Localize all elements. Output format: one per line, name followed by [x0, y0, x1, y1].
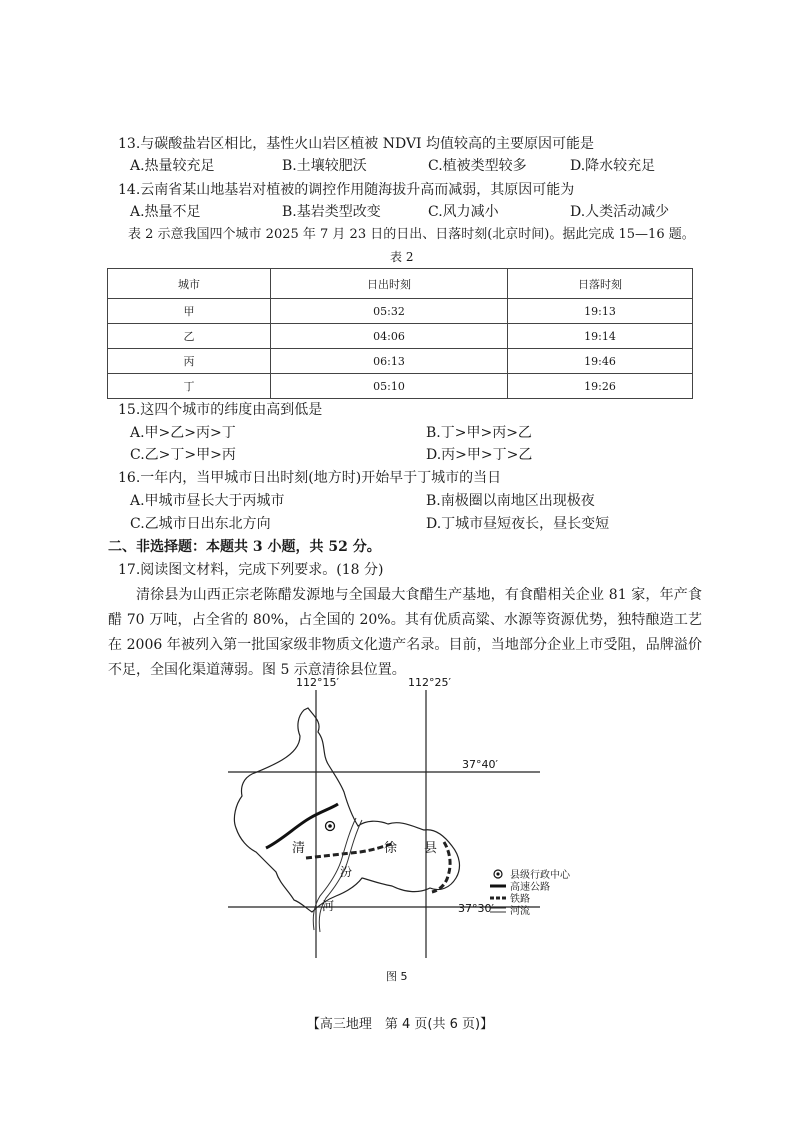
cell-sunrise: 05:32 — [271, 299, 508, 324]
q16-option-d: D.丁城市昼短夜长，昼长变短 — [426, 516, 610, 532]
q14-option-c: C.风力减小 — [428, 204, 499, 220]
table2-caption: 表 2 — [390, 250, 414, 264]
q16-stem: 16.一年内，当甲城市日出时刻(地方时)开始早于丁城市的当日 — [118, 470, 502, 486]
cell-city: 丁 — [108, 374, 271, 399]
q16-option-a: A.甲城市昼长大于丙城市 — [130, 493, 285, 509]
q17-paragraph: 清徐县为山西正宗老陈醋发源地与全国最大食醋生产基地，有食醋相关企业 81 家，年产食醋 70 万吨，占全省的 80%，占全国的 20%。其有优质高粱、水源等资源优势，独特酿造工艺在 2006 年被列入第一批国家级非物质文化遗产名录。目前，当地部分企业上市受阻，品牌溢价不足，全国化渠道薄弱。图 5 示意清徐县位置。 — [108, 587, 702, 678]
legend-river-label: 河流 — [510, 906, 530, 917]
place-char-qing: 清 — [292, 841, 306, 856]
county-seat-dot — [328, 824, 332, 828]
cell-sunrise: 04:06 — [271, 324, 508, 349]
q13-option-b: B.土壤较肥沃 — [282, 158, 367, 174]
q13-stem: 13.与碳酸盐岩区相比，基性火山岩区植被 NDVI 均值较高的主要原因可能是 — [118, 136, 595, 152]
q13-option-c: C.植被类型较多 — [428, 158, 527, 174]
q16-option-b: B.南极圈以南地区出现极夜 — [426, 493, 595, 509]
q16-option-c: C.乙城市日出东北方向 — [130, 516, 271, 532]
cell-city: 乙 — [108, 324, 271, 349]
cell-sunrise: 05:10 — [271, 374, 508, 399]
q13-option-a: A.热量较充足 — [130, 158, 215, 174]
header-sunrise: 日出时刻 — [271, 269, 508, 299]
place-char-xian: 县 — [424, 841, 438, 856]
cell-city: 丙 — [108, 349, 271, 374]
cell-sunset: 19:13 — [508, 299, 693, 324]
q15-option-c: C.乙>丁>甲>丙 — [130, 447, 236, 463]
q14-stem: 14.云南省某山地基岩对植被的调控作用随海拔升高而减弱，其原因可能为 — [118, 182, 575, 198]
cell-sunset: 19:14 — [508, 324, 693, 349]
cell-sunset: 19:46 — [508, 349, 693, 374]
page-footer: 【高三地理 第 4 页(共 6 页)】 — [306, 1017, 494, 1032]
header-sunset: 日落时刻 — [508, 269, 693, 299]
q14-option-d: D.人类活动减少 — [570, 204, 670, 220]
legend-highway-label: 高速公路 — [510, 882, 550, 893]
legend-railway-label: 铁路 — [510, 894, 530, 905]
q15-option-a: A.甲>乙>丙>丁 — [130, 425, 236, 441]
q15-option-d: D.丙>甲>丁>乙 — [426, 447, 533, 463]
river-char-he: 河 — [322, 899, 335, 913]
q15-stem: 15.这四个城市的纬度由高到低是 — [118, 402, 323, 418]
table2-intro: 表 2 示意我国四个城市 2025 年 7 月 23 日的日出、日落时刻(北京时间)。据此完成 15—16 题。 — [128, 227, 695, 242]
legend-county-seat-label: 县级行政中心 — [510, 870, 570, 881]
longitude-label: 112°25′ — [408, 676, 451, 689]
legend-county-seat-dot — [496, 872, 499, 875]
q14-option-a: A.热量不足 — [130, 204, 201, 220]
river-char-fen: 汾 — [340, 865, 353, 879]
latitude-label: 37°40′ — [462, 758, 498, 771]
q17-stem: 17.阅读图文材料，完成下列要求。(18 分) — [118, 562, 384, 578]
cell-sunset: 19:26 — [508, 374, 693, 399]
section-title: 二、非选择题：本题共 3 小题，共 52 分。 — [108, 539, 381, 555]
longitude-label: 112°15′ — [296, 676, 339, 689]
cell-city: 甲 — [108, 299, 271, 324]
q15-option-b: B.丁>甲>丙>乙 — [426, 425, 532, 441]
q14-option-b: B.基岩类型改变 — [282, 204, 381, 220]
cell-sunrise: 06:13 — [271, 349, 508, 374]
header-city: 城市 — [108, 269, 271, 299]
q13-option-d: D.降水较充足 — [570, 158, 656, 174]
place-char-xu: 徐 — [384, 841, 398, 856]
figure-caption: 图 5 — [386, 970, 408, 983]
latitude-label: 37°30′ — [458, 902, 494, 915]
